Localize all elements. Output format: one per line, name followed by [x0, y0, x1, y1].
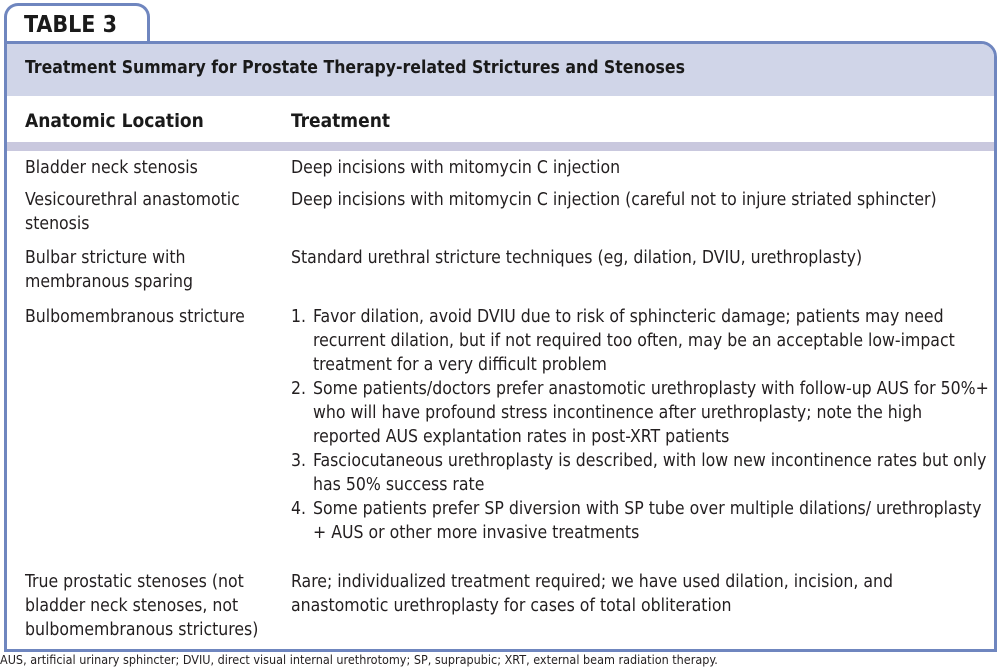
list-number: 3. [291, 451, 307, 471]
cell-location: Bulbomembranous stricture [25, 307, 245, 327]
list-text: Fasciocutaneous urethroplasty is described, with low new incontinence rates but only has 50% success rate [313, 451, 987, 495]
cell-treatment: Deep incisions with mitomycin C injection [291, 158, 621, 178]
table-label: TABLE 3 [24, 12, 118, 38]
cell-treatment: Standard urethral stricture techniques (eg, dilation, DVIU, urethroplasty) [291, 248, 863, 268]
list-text: Some patients/doctors prefer anastomotic urethroplasty with follow-up AUS for 50%+ who will have profound stress incontinence after urethroplasty; note the high reported AUS explantation rates in post-XRT patients [313, 379, 989, 447]
cell-location: Vesicourethral anastomotic stenosis [25, 190, 240, 234]
treatment-list-item [291, 377, 991, 449]
list-text: Favor dilation, avoid DVIU due to risk of sphincteric damage; patients may need recurrent dilation, but if not required too often, may be an acceptable low-impact treatment for a very difficult problem [313, 307, 955, 375]
header-separator [7, 142, 994, 151]
cell-location: True prostatic stenoses (not bladder neck stenoses, not bulbomembranous strictures) [25, 572, 259, 640]
treatment-list-item [291, 497, 991, 545]
cell-location: Bladder neck stenosis [25, 158, 198, 178]
table-title: Treatment Summary for Prostate Therapy-related Strictures and Stenoses [25, 58, 685, 78]
title-band [7, 44, 994, 96]
treatment-list-item [291, 305, 991, 377]
cell-location: Bulbar stricture with membranous sparing [25, 248, 193, 292]
list-number: 2. [291, 379, 307, 399]
cell-treatment: Rare; individualized treatment required; we have used dilation, incision, and anastomotic urethroplasty for cases of total obliteration [291, 572, 893, 616]
list-number: 4. [291, 499, 307, 519]
table-footnote: AUS, artificial urinary sphincter; DVIU, direct visual internal urethrotomy; SP, suprapubic; XRT, external beam radiation therapy. [0, 652, 718, 667]
list-text: Some patients prefer SP diversion with SP tube over multiple dilations/ urethroplasty + AUS or other more invasive treatments [313, 499, 982, 543]
list-number: 1. [291, 307, 307, 327]
treatment-list-item [291, 449, 991, 497]
column-header-treatment: Treatment [291, 110, 391, 132]
cell-treatment-list [291, 305, 991, 545]
table-frame [4, 41, 997, 652]
cell-treatment: Deep incisions with mitomycin C injection (careful not to injure striated sphincter) [291, 190, 937, 210]
column-header-location: Anatomic Location [25, 110, 204, 132]
